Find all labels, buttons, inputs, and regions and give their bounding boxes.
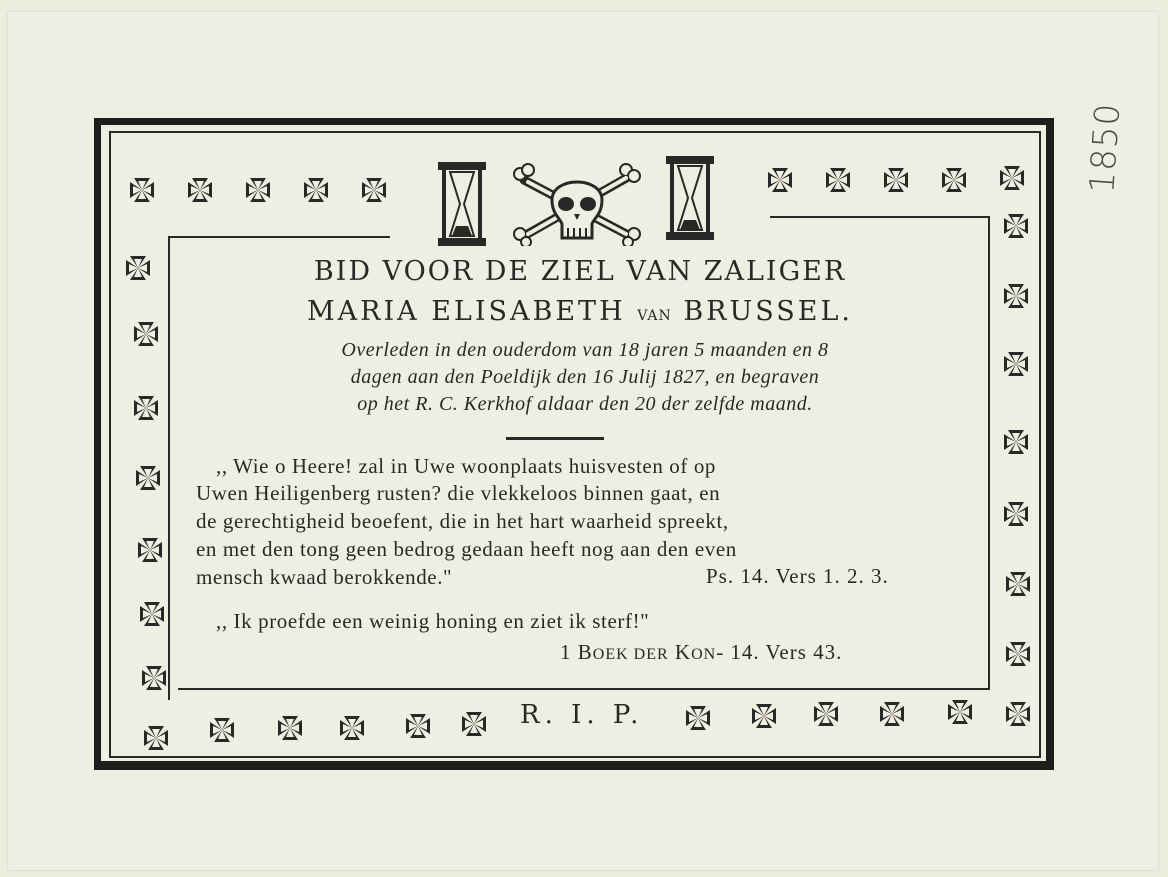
maltese-cross-icon bbox=[460, 710, 488, 738]
psalm-quote-line-5: mensch kwaad berokkende." bbox=[196, 565, 453, 589]
kings-reference bbox=[560, 640, 842, 665]
maltese-cross-icon bbox=[946, 698, 974, 726]
maltese-cross-icon bbox=[766, 166, 794, 194]
separator-rule bbox=[506, 437, 604, 440]
text-box-bottom-line bbox=[178, 688, 990, 690]
maltese-cross-icon bbox=[998, 164, 1026, 192]
hourglass-icon bbox=[664, 154, 716, 242]
skull-and-crossbones-icon bbox=[512, 162, 642, 246]
psalm-quote-line-3: de gerechtigheid beoefent, die in het hart waarheid spreekt, bbox=[196, 509, 729, 533]
maltese-cross-icon bbox=[142, 724, 170, 752]
psalm-reference: Ps. 14. Vers 1. 2. 3. bbox=[706, 564, 889, 588]
maltese-cross-icon bbox=[134, 464, 162, 492]
maltese-cross-icon bbox=[1002, 282, 1030, 310]
kings-reference-small-2: ON bbox=[691, 646, 717, 663]
heading-deceased-name bbox=[180, 296, 980, 327]
maltese-cross-icon bbox=[812, 700, 840, 728]
given-names: MARIA ELISABETH bbox=[306, 296, 626, 327]
text-box-left-line bbox=[168, 236, 170, 700]
psalm-quote-line-4: en met den tong geen bedrog gedaan heeft nog aan den even bbox=[196, 537, 737, 561]
maltese-cross-icon bbox=[1002, 350, 1030, 378]
maltese-cross-icon bbox=[882, 166, 910, 194]
maltese-cross-icon bbox=[1002, 212, 1030, 240]
maltese-cross-icon bbox=[1004, 570, 1032, 598]
maltese-cross-icon bbox=[208, 716, 236, 744]
maltese-cross-icon bbox=[824, 166, 852, 194]
maltese-cross-icon bbox=[404, 712, 432, 740]
maltese-cross-icon bbox=[1002, 500, 1030, 528]
maltese-cross-icon bbox=[684, 704, 712, 732]
kings-quote: ,, Ik proefde een weinig honing en ziet ik sterf!" bbox=[216, 609, 650, 633]
maltese-cross-icon bbox=[186, 176, 214, 204]
text-box-top-right-line bbox=[770, 216, 988, 218]
text-box-right-line bbox=[988, 216, 990, 688]
maltese-cross-icon bbox=[338, 714, 366, 742]
rip-text: R. I. P. bbox=[520, 700, 644, 730]
maltese-cross-icon bbox=[132, 320, 160, 348]
maltese-cross-icon bbox=[276, 714, 304, 742]
surname-particle: VAN bbox=[637, 308, 672, 324]
handwritten-note: 1850 bbox=[1082, 101, 1129, 195]
text-box-top-left-line bbox=[168, 236, 390, 238]
maltese-cross-icon bbox=[1004, 640, 1032, 668]
kings-reference-small: OEK DER bbox=[592, 646, 669, 663]
kings-reference-prefix: 1 B bbox=[560, 640, 593, 664]
maltese-cross-icon bbox=[302, 176, 330, 204]
death-details-line-3: op het R. C. Kerkhof aldaar den 20 der zelfde maand. bbox=[357, 393, 813, 415]
maltese-cross-icon bbox=[1002, 428, 1030, 456]
kings-reference-mid: K bbox=[668, 640, 692, 664]
maltese-cross-icon bbox=[140, 664, 168, 692]
maltese-cross-icon bbox=[360, 176, 388, 204]
death-details-line-2: dagen aan den Poeldijk den 16 Julij 1827, en begraven bbox=[350, 366, 820, 388]
maltese-cross-icon bbox=[1004, 700, 1032, 728]
surname: BRUSSEL. bbox=[683, 296, 854, 327]
hourglass-icon bbox=[436, 160, 488, 248]
maltese-cross-icon bbox=[136, 536, 164, 564]
maltese-cross-icon bbox=[940, 166, 968, 194]
psalm-quote-line-1: ,, Wie o Heere! zal in Uwe woonplaats huisvesten of op bbox=[216, 454, 717, 478]
heading-prayer: BID VOOR DE ZIEL VAN ZALIGER bbox=[313, 256, 847, 287]
maltese-cross-icon bbox=[750, 702, 778, 730]
maltese-cross-icon bbox=[132, 394, 160, 422]
death-details-line-1: Overleden in den ouderdom van 18 jaren 5 maanden en 8 bbox=[341, 339, 829, 361]
kings-reference-suffix: - 14. Vers 43. bbox=[716, 640, 843, 664]
maltese-cross-icon bbox=[244, 176, 272, 204]
maltese-cross-icon bbox=[138, 600, 166, 628]
maltese-cross-icon bbox=[124, 254, 152, 282]
maltese-cross-icon bbox=[128, 176, 156, 204]
psalm-quote-line-2: Uwen Heiligenberg rusten? die vlekkeloos binnen gaat, en bbox=[196, 481, 721, 505]
maltese-cross-icon bbox=[878, 700, 906, 728]
